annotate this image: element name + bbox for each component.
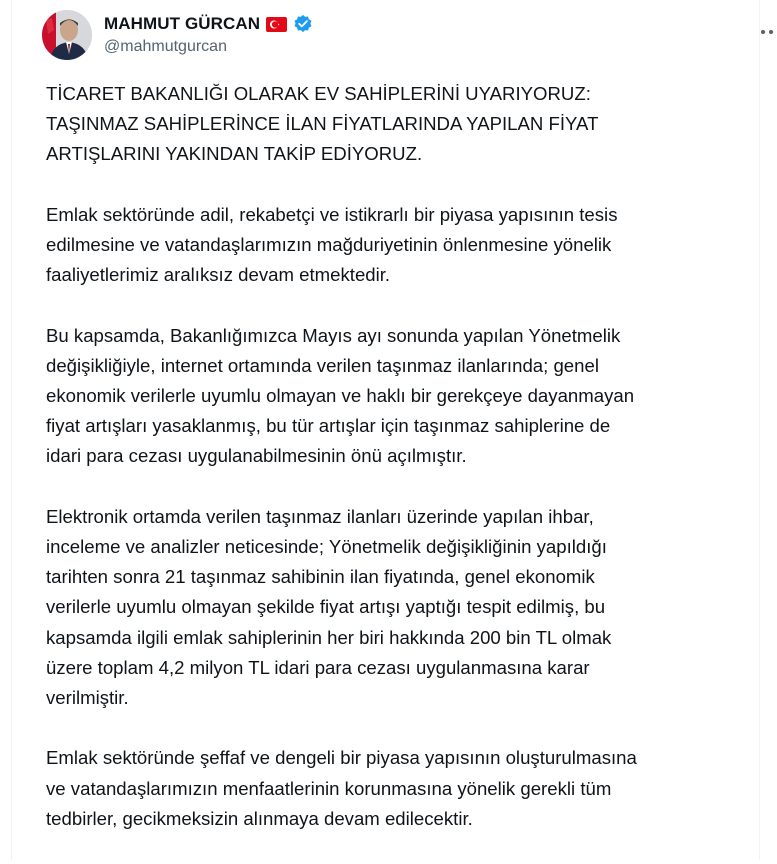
author-display-name[interactable]: MAHMUT GÜRCAN [104,14,261,33]
more-horizontal-icon [760,29,777,35]
more-options-button[interactable] [754,20,777,44]
tweet-paragraph: Bu kapsamda, Bakanlığımızca Mayıs ayı sonunda yapılan Yönetmelik değişikliğiyle, internet ortamında verilen taşınmaz ilanlarında; genel ekonomik verilerle uyumlu olmayan ve haklı bir gerekçeye dayanmayan fiyat artışları yasaklanmış, bu tür artışlar için taşınmaz sahiplerine de idari para cezası uygulanabilmesinin önü açılmıştır. [46,324,635,467]
avatar-image [42,10,92,60]
tweet-paragraph-headline: TİCARET BAKANLIĞI OLARAK EV SAHİPLERİNİ UYARIYORUZ: TAŞINMAZ SAHİPLERİNCE İLAN FİYATLARINDA YAPILAN FİYAT ARTIŞLARINI YAKINDAN TAKİP EDİYORUZ. [46,83,599,165]
tweet-text [46,79,746,864]
tweet-paragraph: Elektronik ortamda verilen taşınmaz ilanları üzerinde yapılan ihbar, inceleme ve analizler neticesinde; Yönetmelik değişikliğinin yapıldığı tarihten sonra 21 taşınmaz sahibinin ilan fiyatında, genel ekonomik verilerle uyumlu olmayan şekilde fiyat artışı yaptığı tespit edilmiş, bu kapsamda ilgili emlak sahiplerinin her biri hakkında 200 bin TL olmak üzere toplam 4,2 milyon TL idari para cezası uygulanmasına karar verilmiştir. [46,505,612,709]
author-handle[interactable]: @mahmutgurcan [104,38,227,55]
tweet-header [42,10,762,66]
avatar[interactable] [42,10,92,60]
tweet-card [11,0,760,860]
author-name-row [104,14,313,34]
tweet-paragraph: Emlak sektöründe adil, rekabetçi ve istikrarlı bir piyasa yapısının tesis edilmesine ve vatandaşlarımızın mağduriyetinin önlenmesine yönelik faaliyetlerimiz aralıksız devam etmektedir. [46,203,618,286]
verified-badge-icon[interactable] [293,14,313,34]
turkey-flag-icon [266,17,287,32]
tweet-paragraph: Emlak sektöründe şeffaf ve dengeli bir piyasa yapısının oluşturulmasına ve vatandaşlarımızın menfaatlerinin korunmasına yönelik gerekli tüm tedbirler, gecikmeksizin alınmaya devam edilecektir. [46,747,637,829]
